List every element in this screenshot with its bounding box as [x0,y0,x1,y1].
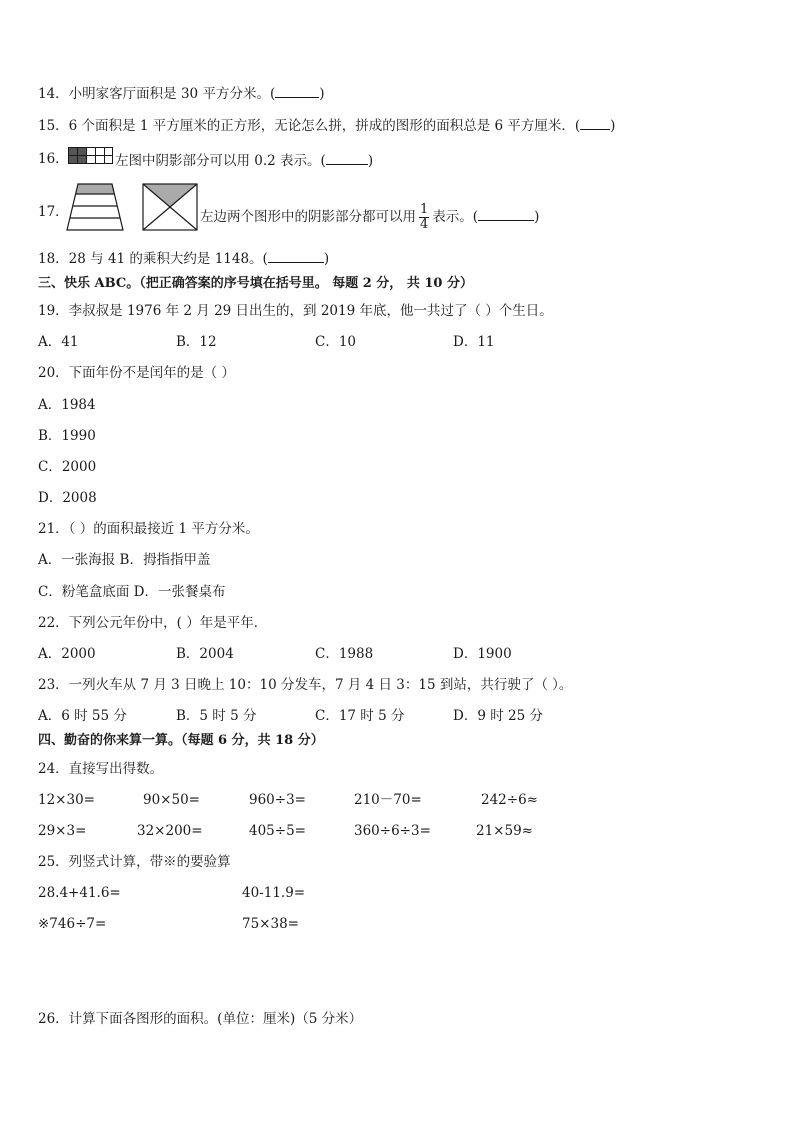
calc-item: ※746÷7= [38,916,107,932]
question-18-text: 18．28 与 41 的乘积大约是 1148。( [38,251,268,267]
answer-blank[interactable] [326,150,368,165]
question-24-text: 24．直接写出得数。 [38,761,164,777]
answer-blank[interactable] [580,115,610,130]
question-17: 17． [38,204,69,220]
option-a[interactable]: A．6 时 55 分 [38,708,127,724]
calc-item: 360÷6÷3= [354,823,431,839]
answer-blank[interactable] [275,83,319,98]
question-23-text: 23．一列火车从 7 月 3 日晚上 10：10 分发车，7 月 4 日 3：15 到站，共行驶了（ ）。 [38,677,573,693]
question-20-text: 20．下面年份不是闰年的是（ ） [38,365,235,381]
calc-item: 12×30= [38,792,95,808]
grid-figure [68,147,113,164]
question-16: 16． [38,151,69,167]
option-d[interactable]: D．1900 [453,646,512,662]
calc-item: 90×50= [143,792,200,808]
options-row-1[interactable]: A．一张海报 B．拇指指甲盖 [38,552,211,568]
question-26-text: 26．计算下面各图形的面积。(单位：厘米)（5 分米） [38,1011,363,1027]
section-3-heading: 三、快乐 ABC。（把正确答案的序号填在括号里。 每题 2 分， 共 10 分） [38,276,473,291]
question-19-text: 19．李叔叔是 1976 年 2 月 29 日出生的，到 2019 年底，他一共过了（ ）个生日。 [38,303,553,319]
calc-item: 242÷6≈ [481,792,538,808]
calc-item: 210－70= [354,792,422,808]
option-b[interactable]: B．2004 [176,646,234,662]
trapezoid-figure [66,183,124,231]
square-figure [142,183,198,231]
calc-item: 75×38= [242,916,299,932]
option-c[interactable]: C．1988 [315,646,374,662]
option-d[interactable]: D．11 [453,334,495,350]
option-a[interactable]: A．41 [38,334,79,350]
question-16-body: 左图中阴影部分可以用 0.2 表示。( ) [115,150,373,170]
question-14-text: 14．小明家客厅面积是 30 平方分米。( [38,86,276,102]
question-18: 18．28 与 41 的乘积大约是 1148。( ) [38,248,329,268]
question-22-text: 22．下列公元年份中，( ）年是平年． [38,615,268,631]
option-a[interactable]: A．2000 [38,646,96,662]
option-c[interactable]: C．10 [315,334,357,350]
question-15-text: 15．6 个面积是 1 平方厘米的正方形，无论怎么拼，拼成的图形的面积总是 6 平方厘米．( [38,118,581,134]
question-25-text: 25．列竖式计算，带※的要验算 [38,854,231,870]
option-a[interactable]: A．1984 [38,397,96,413]
option-b[interactable]: B．12 [176,334,217,350]
question-17-body: 左边两个图形中的阴影部分都可以用 $\frac{1}{4}$ 表示。( ) [200,202,540,232]
calc-item: 28.4+41.6= [38,885,121,901]
calc-item: 40-11.9= [242,885,306,901]
answer-blank[interactable] [478,206,534,221]
section-4-heading: 四、勤奋的你来算一算。（每题 6 分，共 18 分） [38,733,324,748]
question-14: 14．小明家客厅面积是 30 平方分米。( ) [38,83,325,103]
calc-item: 29×3= [38,823,87,839]
calc-item: 21×59≈ [476,823,533,839]
calc-item: 960÷3= [249,792,306,808]
option-b[interactable]: B．1990 [38,428,96,444]
option-d[interactable]: D．2008 [38,490,97,506]
question-17-text: 左边两个图形中的阴影部分都可以用 [200,209,416,225]
options-row-2[interactable]: C．粉笔盒底面 D．一张餐桌布 [38,584,226,600]
fraction-one-quarter: $\frac{1}{4}$ [420,202,429,232]
calc-item: 405÷5= [249,823,306,839]
option-d[interactable]: D．9 时 25 分 [453,708,543,724]
question-15: 15．6 个面积是 1 平方厘米的正方形，无论怎么拼，拼成的图形的面积总是 6 平方厘米．( ) [38,115,615,135]
option-c[interactable]: C．17 时 5 分 [315,708,405,724]
option-b[interactable]: B．5 时 5 分 [176,708,257,724]
calc-item: 32×200= [137,823,203,839]
option-c[interactable]: C．2000 [38,459,97,475]
question-21-text: 21．（ ）的面积最接近 1 平方分米。 [38,521,259,537]
answer-blank[interactable] [268,248,324,263]
question-16-text: 左图中阴影部分可以用 0.2 表示。( [115,153,326,169]
